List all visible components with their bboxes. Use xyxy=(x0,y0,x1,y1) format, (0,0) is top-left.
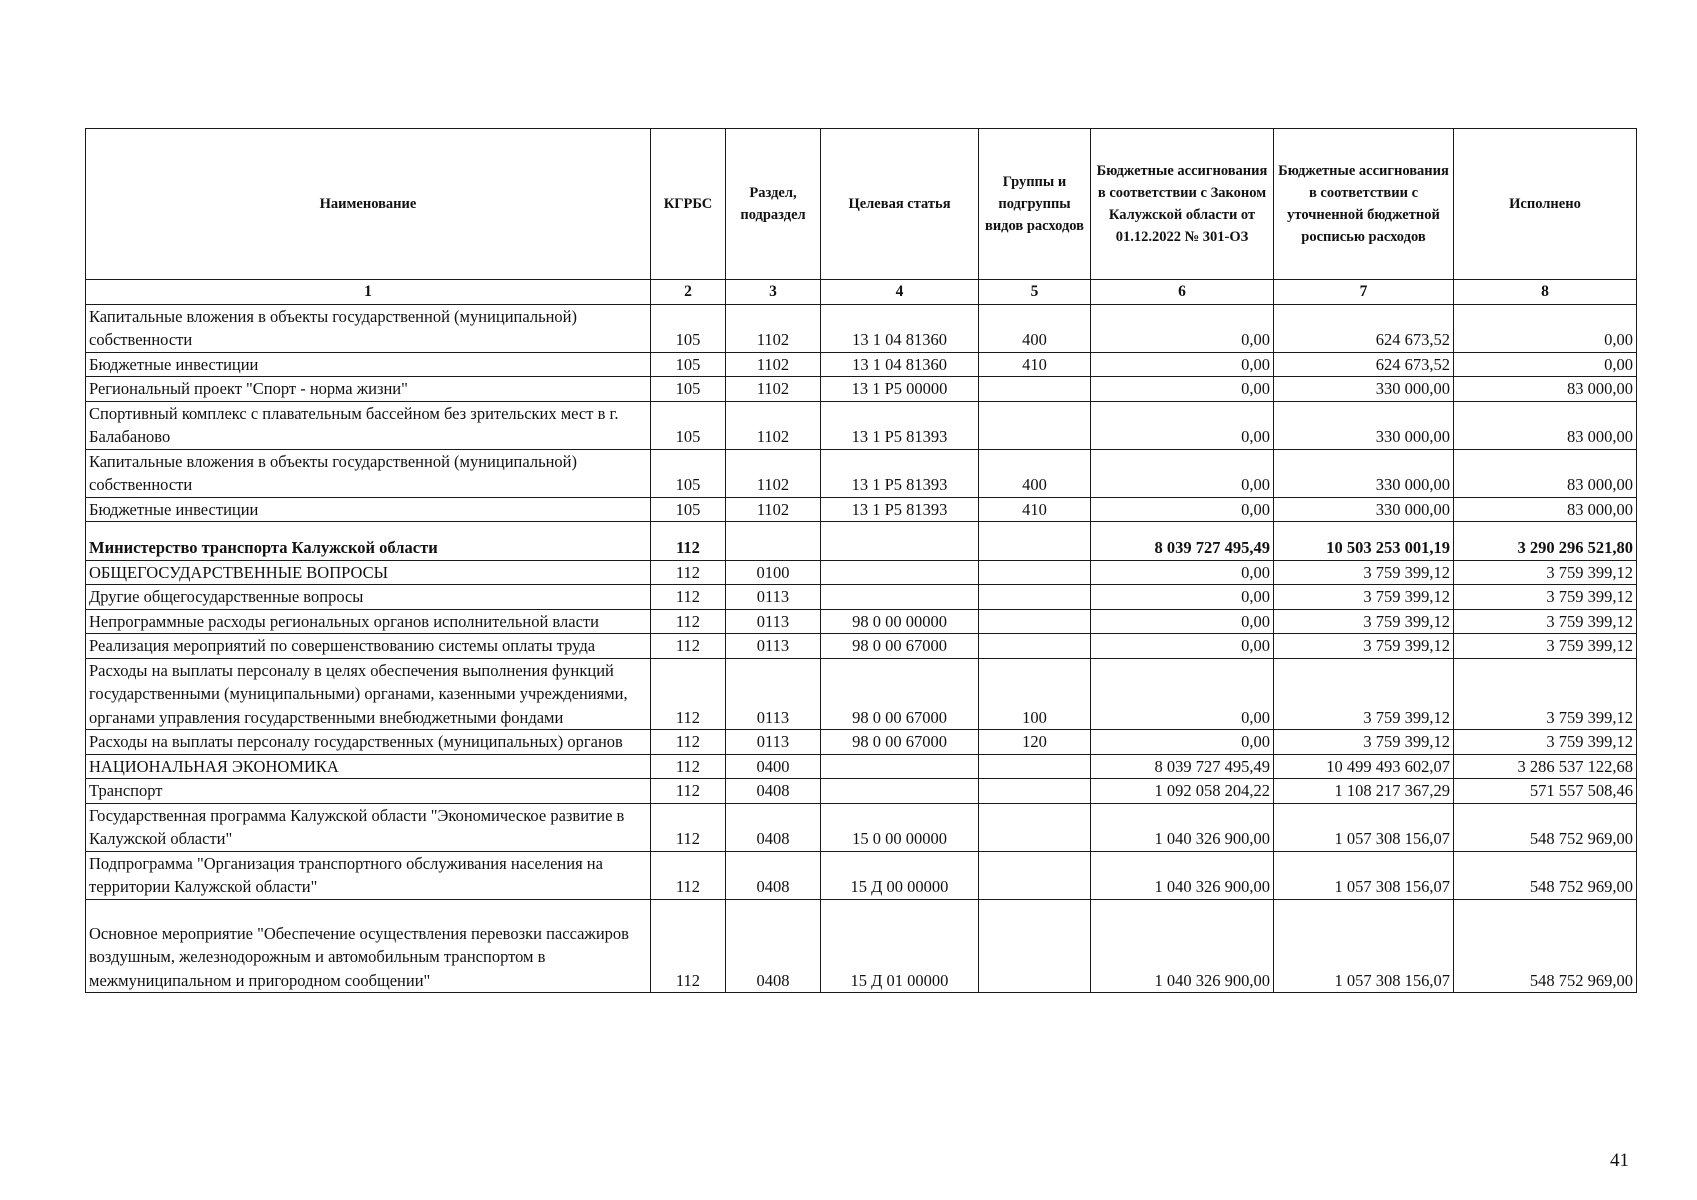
table-row xyxy=(86,803,1637,851)
cell-utoch: 330 000,00 xyxy=(1274,497,1454,522)
cell-utoch: 1 108 217 367,29 xyxy=(1274,779,1454,804)
header-ispolneno: Исполнено xyxy=(1454,129,1637,280)
cell-ispolneno: 3 759 399,12 xyxy=(1454,609,1637,634)
cell-zakon: 0,00 xyxy=(1091,560,1274,585)
column-number: 2 xyxy=(651,280,726,305)
cell-name: Реализация мероприятий по совершенствованию системы оплаты труда xyxy=(86,634,651,659)
cell-razdel: 0113 xyxy=(726,658,821,730)
cell-kgrbs: 105 xyxy=(651,401,726,449)
header-zakon: Бюджетные ассигнования в соответствии с Законом Калужской области от 01.12.2022 № 301-ОЗ xyxy=(1091,129,1274,280)
cell-razdel: 1102 xyxy=(726,352,821,377)
cell-ispolneno: 83 000,00 xyxy=(1454,401,1637,449)
cell-name: Региональный проект "Спорт - норма жизни" xyxy=(86,377,651,402)
column-number: 1 xyxy=(86,280,651,305)
page-number: 41 xyxy=(1610,1150,1629,1171)
cell-name: Другие общегосударственные вопросы xyxy=(86,585,651,610)
table-row xyxy=(86,609,1637,634)
cell-kgrbs: 112 xyxy=(651,754,726,779)
cell-tselevaya: 98 0 00 67000 xyxy=(821,658,979,730)
budget-table xyxy=(85,128,1637,993)
cell-razdel: 1102 xyxy=(726,377,821,402)
cell-name: Расходы на выплаты персоналу государственных (муниципальных) органов xyxy=(86,730,651,755)
cell-utoch: 624 673,52 xyxy=(1274,352,1454,377)
cell-razdel: 0408 xyxy=(726,851,821,899)
table-row xyxy=(86,634,1637,659)
cell-ispolneno: 83 000,00 xyxy=(1454,449,1637,497)
cell-kgrbs: 112 xyxy=(651,658,726,730)
cell-ispolneno: 83 000,00 xyxy=(1454,377,1637,402)
cell-ispolneno: 3 286 537 122,68 xyxy=(1454,754,1637,779)
cell-kgrbs: 112 xyxy=(651,609,726,634)
cell-tselevaya: 13 1 P5 81393 xyxy=(821,449,979,497)
cell-utoch: 624 673,52 xyxy=(1274,304,1454,352)
cell-zakon: 0,00 xyxy=(1091,730,1274,755)
cell-zakon: 0,00 xyxy=(1091,401,1274,449)
cell-tselevaya: 13 1 04 81360 xyxy=(821,352,979,377)
cell-ispolneno: 3 759 399,12 xyxy=(1454,585,1637,610)
table-row xyxy=(86,851,1637,899)
cell-kgrbs: 112 xyxy=(651,851,726,899)
cell-zakon: 0,00 xyxy=(1091,634,1274,659)
table-row xyxy=(86,899,1637,993)
cell-name: Бюджетные инвестиции xyxy=(86,497,651,522)
cell-utoch: 1 057 308 156,07 xyxy=(1274,851,1454,899)
cell-zakon: 1 040 326 900,00 xyxy=(1091,899,1274,993)
cell-razdel: 1102 xyxy=(726,497,821,522)
cell-utoch: 3 759 399,12 xyxy=(1274,634,1454,659)
cell-razdel: 1102 xyxy=(726,401,821,449)
cell-zakon: 0,00 xyxy=(1091,352,1274,377)
header-razdel: Раздел, подраздел xyxy=(726,129,821,280)
table-row xyxy=(86,449,1637,497)
cell-ispolneno: 3 759 399,12 xyxy=(1454,560,1637,585)
cell-name: ОБЩЕГОСУДАРСТВЕННЫЕ ВОПРОСЫ xyxy=(86,560,651,585)
cell-utoch: 1 057 308 156,07 xyxy=(1274,803,1454,851)
cell-razdel: 0400 xyxy=(726,754,821,779)
cell-name: Государственная программа Калужской области "Экономическое развитие в Калужской области" xyxy=(86,803,651,851)
cell-zakon: 1 092 058 204,22 xyxy=(1091,779,1274,804)
table-row xyxy=(86,779,1637,804)
cell-tselevaya xyxy=(821,754,979,779)
cell-razdel: 0113 xyxy=(726,730,821,755)
cell-tselevaya: 15 Д 00 00000 xyxy=(821,851,979,899)
cell-utoch: 330 000,00 xyxy=(1274,449,1454,497)
cell-kgrbs: 112 xyxy=(651,803,726,851)
cell-utoch: 3 759 399,12 xyxy=(1274,609,1454,634)
cell-kgrbs: 112 xyxy=(651,730,726,755)
cell-utoch: 3 759 399,12 xyxy=(1274,730,1454,755)
cell-name: Подпрограмма "Организация транспортного обслуживания населения на территории Калужской области" xyxy=(86,851,651,899)
cell-zakon: 0,00 xyxy=(1091,304,1274,352)
cell-zakon: 1 040 326 900,00 xyxy=(1091,803,1274,851)
cell-kgrbs: 105 xyxy=(651,304,726,352)
cell-ispolneno: 571 557 508,46 xyxy=(1454,779,1637,804)
cell-razdel: 0408 xyxy=(726,899,821,993)
cell-kgrbs: 112 xyxy=(651,899,726,993)
cell-razdel: 0113 xyxy=(726,634,821,659)
cell-tselevaya: 98 0 00 67000 xyxy=(821,730,979,755)
column-number: 5 xyxy=(979,280,1091,305)
cell-tselevaya xyxy=(821,585,979,610)
cell-kgrbs: 112 xyxy=(651,585,726,610)
cell-kgrbs: 112 xyxy=(651,560,726,585)
cell-razdel: 0408 xyxy=(726,779,821,804)
cell-zakon: 0,00 xyxy=(1091,449,1274,497)
header-row xyxy=(86,129,1637,280)
cell-vid xyxy=(979,803,1091,851)
cell-name: Транспорт xyxy=(86,779,651,804)
cell-name: Основное мероприятие "Обеспечение осуществления перевозки пассажиров воздушным, железнодорожным и автомобильным транспортом в межмуниципальном и пригородном сообщении" xyxy=(86,899,651,993)
cell-utoch: 3 759 399,12 xyxy=(1274,585,1454,610)
cell-vid xyxy=(979,560,1091,585)
cell-kgrbs: 112 xyxy=(651,779,726,804)
cell-ispolneno: 3 759 399,12 xyxy=(1454,730,1637,755)
header-utoch: Бюджетные ассигнования в соответствии с уточненной бюджетной росписью расходов xyxy=(1274,129,1454,280)
cell-vid: 400 xyxy=(979,449,1091,497)
cell-utoch: 10 499 493 602,07 xyxy=(1274,754,1454,779)
cell-ispolneno: 0,00 xyxy=(1454,304,1637,352)
table-row xyxy=(86,658,1637,730)
table-row xyxy=(86,304,1637,352)
table-row xyxy=(86,585,1637,610)
table-row-ministry xyxy=(86,522,1637,561)
cell-tselevaya xyxy=(821,560,979,585)
column-number-row xyxy=(86,280,1637,305)
header-vid: Группы и подгруппы видов расходов xyxy=(979,129,1091,280)
column-number: 3 xyxy=(726,280,821,305)
cell-tselevaya xyxy=(821,522,979,561)
cell-name: Капитальные вложения в объекты государственной (муниципальной) собственности xyxy=(86,304,651,352)
cell-ispolneno: 3 759 399,12 xyxy=(1454,658,1637,730)
cell-ispolneno: 548 752 969,00 xyxy=(1454,851,1637,899)
cell-utoch: 3 759 399,12 xyxy=(1274,560,1454,585)
cell-tselevaya xyxy=(821,779,979,804)
cell-tselevaya: 15 Д 01 00000 xyxy=(821,899,979,993)
cell-vid: 410 xyxy=(979,352,1091,377)
cell-zakon: 0,00 xyxy=(1091,609,1274,634)
cell-vid: 100 xyxy=(979,658,1091,730)
cell-name: Капитальные вложения в объекты государственной (муниципальной) собственности xyxy=(86,449,651,497)
cell-tselevaya: 98 0 00 00000 xyxy=(821,609,979,634)
cell-utoch: 3 759 399,12 xyxy=(1274,658,1454,730)
column-number: 6 xyxy=(1091,280,1274,305)
cell-zakon: 8 039 727 495,49 xyxy=(1091,522,1274,561)
cell-razdel: 0408 xyxy=(726,803,821,851)
cell-zakon: 0,00 xyxy=(1091,377,1274,402)
cell-vid: 400 xyxy=(979,304,1091,352)
cell-ispolneno: 3 759 399,12 xyxy=(1454,634,1637,659)
cell-tselevaya: 13 1 P5 81393 xyxy=(821,497,979,522)
cell-razdel: 0100 xyxy=(726,560,821,585)
cell-vid xyxy=(979,522,1091,561)
header-kgrbs: КГРБС xyxy=(651,129,726,280)
cell-vid xyxy=(979,377,1091,402)
cell-ispolneno: 3 290 296 521,80 xyxy=(1454,522,1637,561)
cell-razdel: 1102 xyxy=(726,304,821,352)
cell-name: Расходы на выплаты персоналу в целях обеспечения выполнения функций государственными (муниципальными) органами, казенными учреждениями, органами управления государственными внебюджетными фондами xyxy=(86,658,651,730)
cell-vid xyxy=(979,779,1091,804)
header-tselevaya: Целевая статья xyxy=(821,129,979,280)
cell-zakon: 8 039 727 495,49 xyxy=(1091,754,1274,779)
cell-vid xyxy=(979,401,1091,449)
cell-kgrbs: 112 xyxy=(651,522,726,561)
cell-vid xyxy=(979,754,1091,779)
cell-tselevaya: 13 1 P5 81393 xyxy=(821,401,979,449)
cell-razdel: 0113 xyxy=(726,609,821,634)
cell-ispolneno: 548 752 969,00 xyxy=(1454,803,1637,851)
cell-vid xyxy=(979,851,1091,899)
cell-name: Министерство транспорта Калужской области xyxy=(86,522,651,561)
cell-utoch: 330 000,00 xyxy=(1274,377,1454,402)
cell-tselevaya: 98 0 00 67000 xyxy=(821,634,979,659)
cell-name: Непрограммные расходы региональных органов исполнительной власти xyxy=(86,609,651,634)
cell-utoch: 10 503 253 001,19 xyxy=(1274,522,1454,561)
cell-ispolneno: 83 000,00 xyxy=(1454,497,1637,522)
cell-ispolneno: 548 752 969,00 xyxy=(1454,899,1637,993)
cell-razdel: 1102 xyxy=(726,449,821,497)
cell-vid xyxy=(979,634,1091,659)
cell-name: Спортивный комплекс с плавательным бассейном без зрительских мест в г. Балабаново xyxy=(86,401,651,449)
column-number: 8 xyxy=(1454,280,1637,305)
cell-ispolneno: 0,00 xyxy=(1454,352,1637,377)
table-row xyxy=(86,377,1637,402)
cell-zakon: 0,00 xyxy=(1091,585,1274,610)
cell-vid xyxy=(979,585,1091,610)
cell-name: НАЦИОНАЛЬНАЯ ЭКОНОМИКА xyxy=(86,754,651,779)
table-row xyxy=(86,560,1637,585)
cell-vid xyxy=(979,899,1091,993)
table-row xyxy=(86,352,1637,377)
cell-tselevaya: 13 1 04 81360 xyxy=(821,304,979,352)
table-row xyxy=(86,497,1637,522)
column-number: 4 xyxy=(821,280,979,305)
cell-tselevaya: 15 0 00 00000 xyxy=(821,803,979,851)
cell-zakon: 0,00 xyxy=(1091,658,1274,730)
cell-razdel xyxy=(726,522,821,561)
cell-kgrbs: 105 xyxy=(651,449,726,497)
table-row xyxy=(86,730,1637,755)
cell-kgrbs: 105 xyxy=(651,352,726,377)
header-name: Наименование xyxy=(86,129,651,280)
cell-kgrbs: 105 xyxy=(651,377,726,402)
cell-kgrbs: 105 xyxy=(651,497,726,522)
cell-razdel: 0113 xyxy=(726,585,821,610)
cell-zakon: 1 040 326 900,00 xyxy=(1091,851,1274,899)
cell-utoch: 1 057 308 156,07 xyxy=(1274,899,1454,993)
cell-name: Бюджетные инвестиции xyxy=(86,352,651,377)
cell-tselevaya: 13 1 P5 00000 xyxy=(821,377,979,402)
table-row xyxy=(86,401,1637,449)
cell-zakon: 0,00 xyxy=(1091,497,1274,522)
cell-vid: 120 xyxy=(979,730,1091,755)
column-number: 7 xyxy=(1274,280,1454,305)
cell-kgrbs: 112 xyxy=(651,634,726,659)
table-row xyxy=(86,754,1637,779)
cell-utoch: 330 000,00 xyxy=(1274,401,1454,449)
cell-vid xyxy=(979,609,1091,634)
cell-vid: 410 xyxy=(979,497,1091,522)
